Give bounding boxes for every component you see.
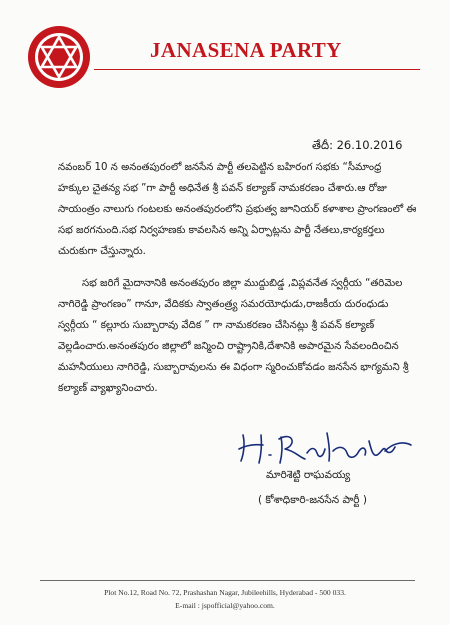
- signatory-name: మారిశెట్టి రాఘవయ్య: [266, 469, 351, 481]
- paragraph-line: నవంబర్ 10 న అనంతపురంలో జనసేన పార్టీ తలపెట్టిన బహిరంగ సభకు “సీమాంధ్ర: [58, 162, 382, 173]
- paragraph-line: సభ జరగనుంది.సభ నిర్వహణకు కావలసిన అన్ని ఏర్పాట్లను పార్టీ నేతలు,కార్యకర్తలు: [58, 225, 385, 236]
- paragraph-1: [58, 157, 420, 262]
- janasena-star-logo-icon: [27, 25, 91, 89]
- paragraph-line: సభ జరిగే మైదానానికి అనంతపురం జిల్లా ముద్దుబిడ్డ ,విప్లవనేత స్వర్గీయ “తరిమెల: [82, 278, 403, 289]
- paragraph-line: మహనీయులు నాగిరెడ్డి, సుబ్బారావులను ఈ విధంగా స్మరించుకోవడం జనసేన భాగ్యమని శ్రీ: [58, 362, 409, 373]
- paragraph-line: వెల్లడించారు.అనంతపురం జిల్లాలో జన్మించి రాష్ట్రానికి,దేశానికి అపారమైన సేవలందించిన: [58, 341, 399, 352]
- paragraph-line: స్వర్గీయ “ కల్లూరు సుబ్బారావు వేదిక ” గా నామకరణం చేసినట్లు శ్రీ పవన్ కల్యాణ్: [58, 320, 375, 331]
- paragraph-line: చురుకుగా చేస్తున్నారు.: [58, 246, 146, 257]
- paragraph-line: నాగిరెడ్డి ప్రాంగణం” గానూ, వేదికకు స్వాతంత్ర్య సమరయోధుడు,రాజకీయ దురంధుడు: [58, 299, 389, 310]
- paragraph-line: కల్యాణ్ వ్యాఖ్యానించారు.: [58, 383, 158, 394]
- signatory-designation: ( కోశాధికారి-జనసేన పార్టీ ): [258, 494, 367, 506]
- header-divider: [94, 69, 420, 70]
- footer-divider: [40, 580, 415, 581]
- party-name: JANASENA PARTY: [150, 38, 342, 62]
- paragraph-line: సాయంత్రం నాలుగు గంటలకు అనంతపురంలోని ప్రభుత్వ జూనియర్ కళాశాల ప్రాంగణంలో ఈ: [58, 204, 417, 215]
- paragraph-line: హక్కుల చైతన్య సభ ”గా పార్టీ అధినేత శ్రీ పవన్ కల్యాణ్ నామకరణం చేశారు.ఆ రోజు: [58, 183, 387, 194]
- footer-email: E-mail : jspofficial@yahoo.com.: [175, 601, 275, 610]
- footer-address: Plot No.12, Road No. 72, Prashashan Nagar, Jubileehills, Hyderabad - 500 033.: [104, 588, 346, 597]
- letter-date: తేదీ: 26.10.2016: [312, 138, 403, 152]
- handwritten-signature-icon: [235, 425, 415, 471]
- paragraph-2: [58, 273, 420, 399]
